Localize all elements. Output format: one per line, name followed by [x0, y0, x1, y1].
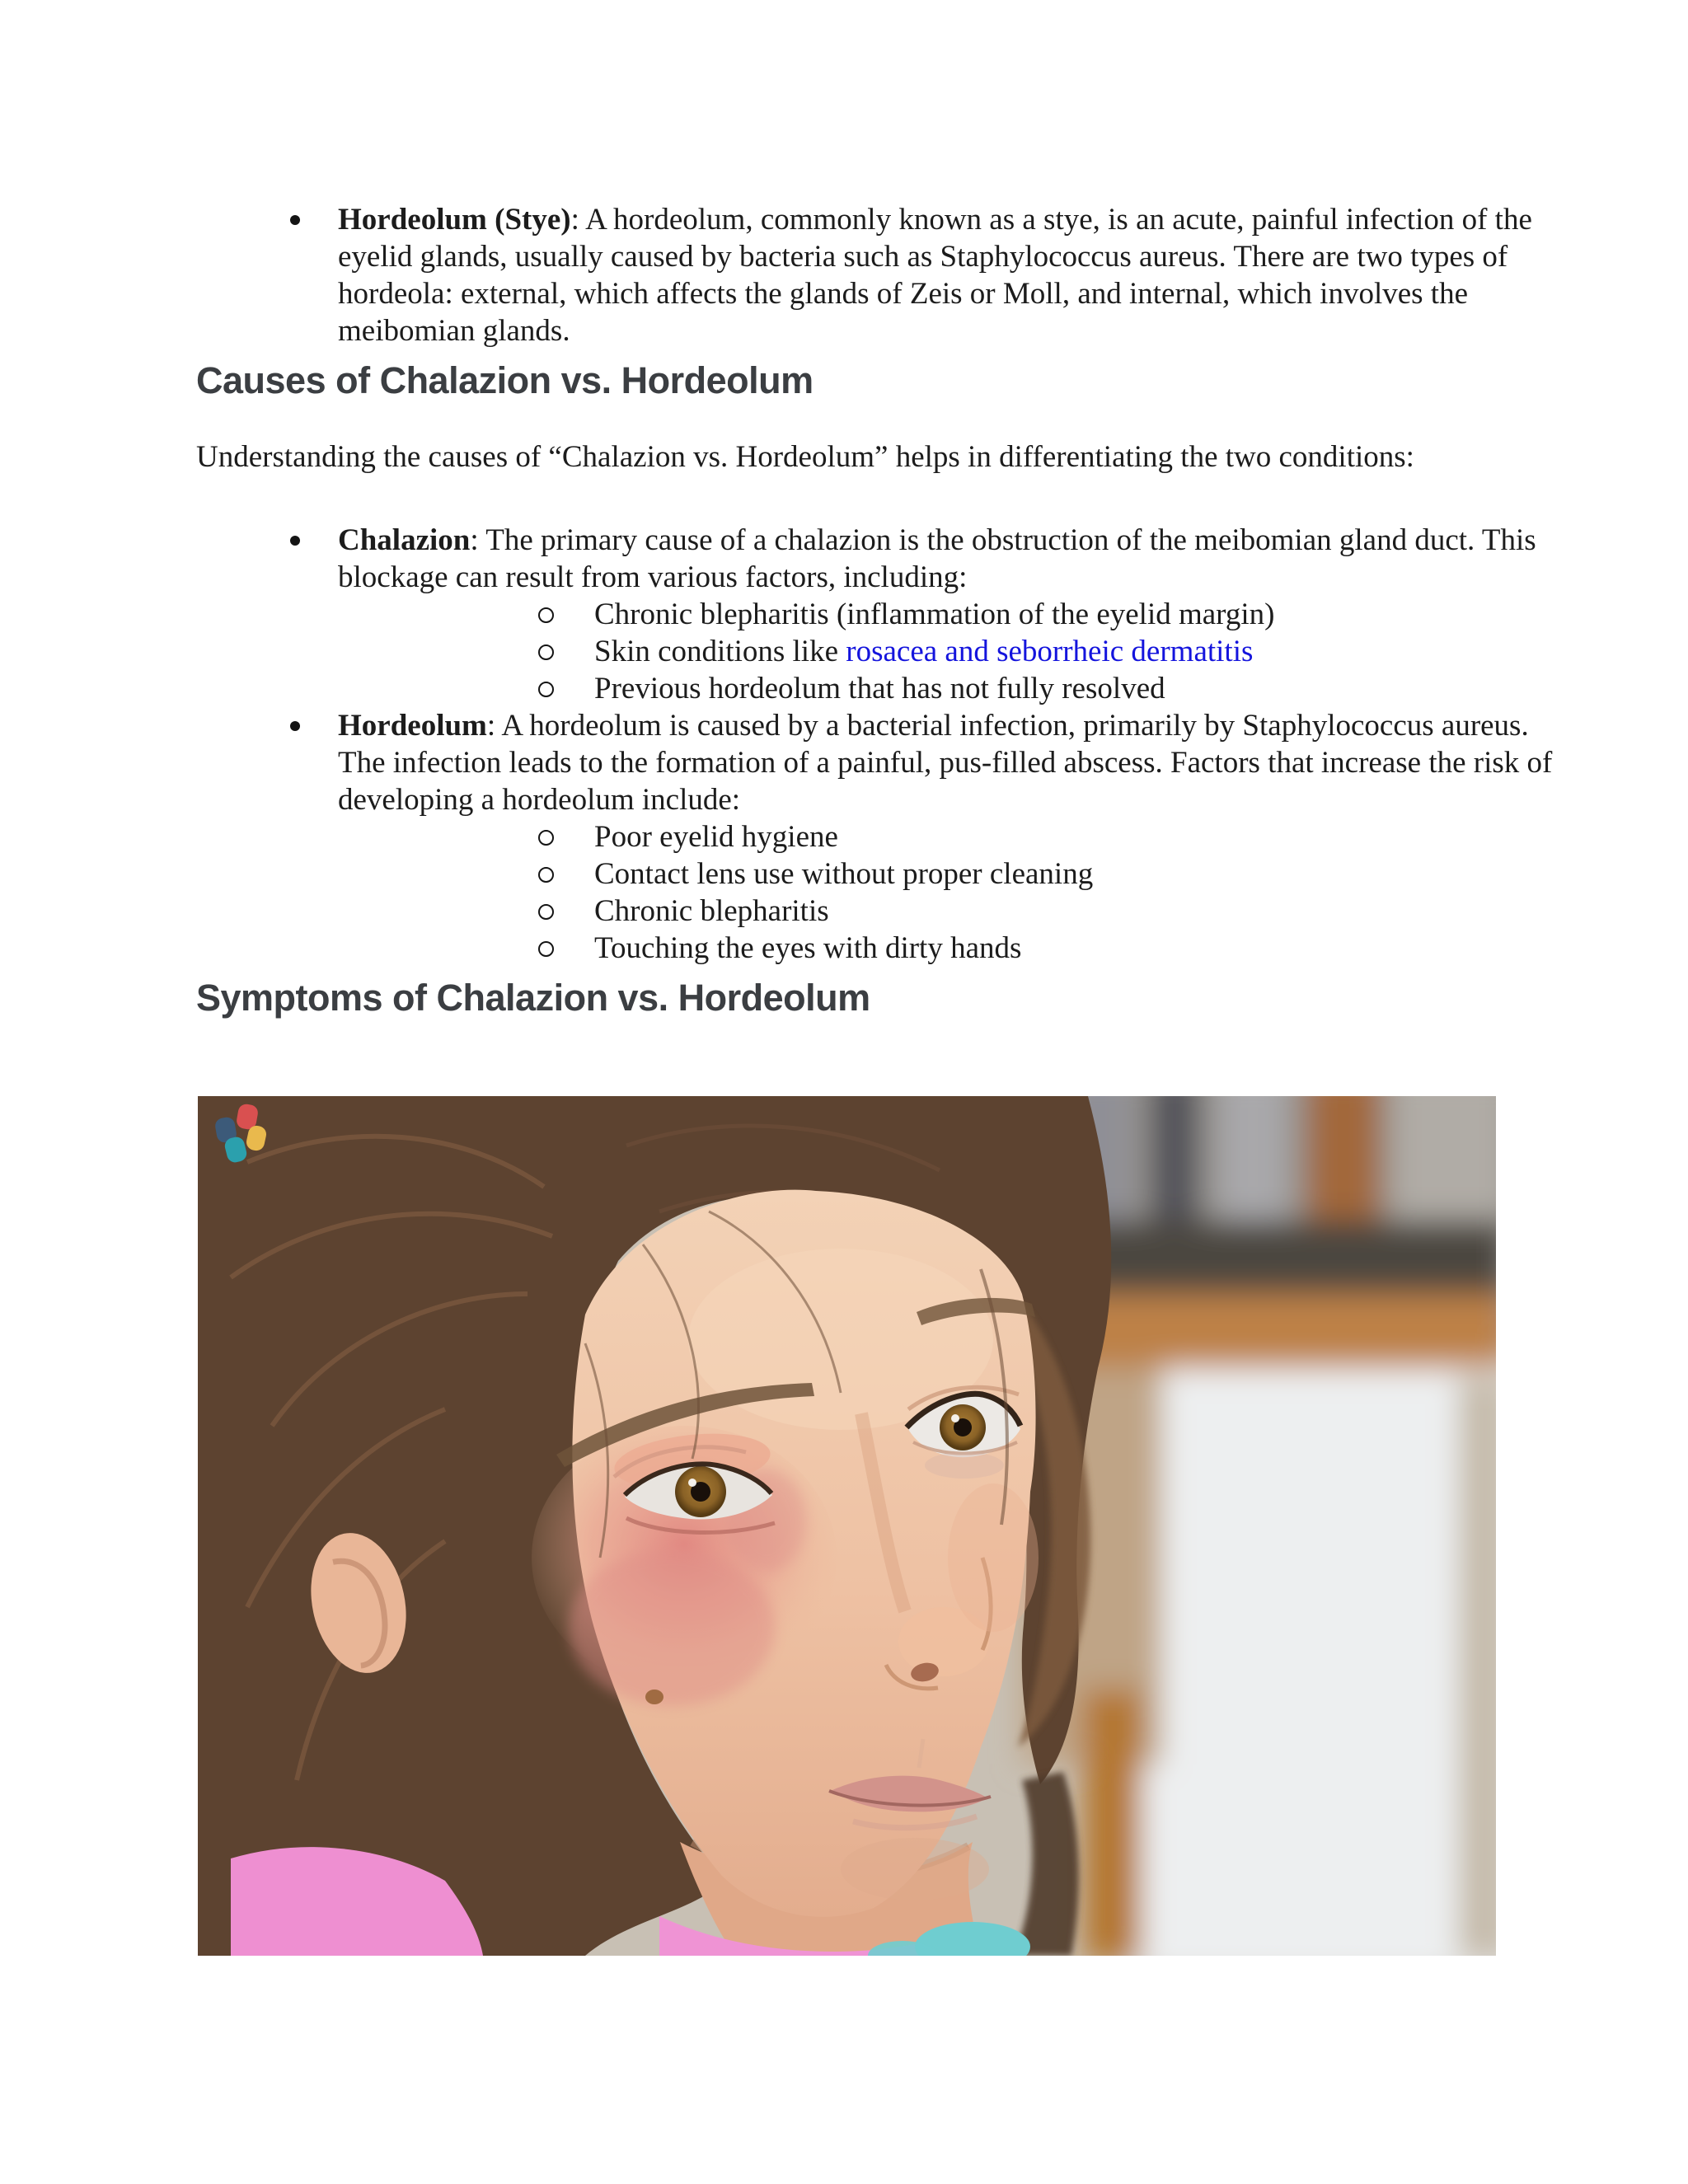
hordeolum-sub-list	[338, 818, 1574, 967]
sub-item-text: Contact lens use without proper cleaning	[594, 857, 1094, 891]
sub-item-text: Skin conditions like	[594, 635, 846, 668]
sub-item	[338, 930, 1574, 967]
symptoms-heading: Symptoms of Chalazion vs. Hordeolum	[196, 977, 870, 1019]
list-item-chalazion	[196, 522, 1574, 707]
causes-bullet-list	[196, 522, 1574, 967]
term-hordeolum: Hordeolum	[338, 709, 487, 743]
cheek-mole	[645, 1690, 663, 1704]
list-item-text: : The primary cause of a chalazion is the obstruction of the meibomian gland duct. This blockage can result from various factors, including:	[338, 523, 1536, 594]
list-item-text: : A hordeolum is caused by a bacterial infection, primarily by Staphylococcus aureus. The infection leads to the formation of a painful, pus-filled abscess. Factors that increase the risk of developing a hordeolum include:	[338, 709, 1553, 817]
list-item-hordeolum-stye	[196, 201, 1574, 349]
sub-item-text: Chronic blepharitis	[594, 894, 829, 928]
chalazion-sub-list	[338, 596, 1574, 707]
sub-item-text: Poor eyelid hygiene	[594, 820, 838, 854]
sub-item-text: Touching the eyes with dirty hands	[594, 931, 1022, 965]
causes-heading: Causes of Chalazion vs. Hordeolum	[196, 359, 814, 401]
sub-item	[338, 633, 1574, 670]
sub-item-text: Chronic blepharitis (inflammation of the eyelid margin)	[594, 598, 1275, 631]
symptoms-photo	[198, 1096, 1496, 1956]
sub-item-text: Previous hordeolum that has not fully resolved	[594, 672, 1165, 705]
sub-item	[338, 670, 1574, 707]
intro-bullet-list	[196, 201, 1574, 349]
sub-item	[338, 893, 1574, 930]
list-item-hordeolum	[196, 707, 1574, 967]
term-chalazion: Chalazion	[338, 523, 471, 557]
article-body	[196, 201, 1574, 1019]
sub-item	[338, 855, 1574, 893]
term-hordeolum-stye: Hordeolum (Stye)	[338, 203, 571, 237]
list-item-text: : A hordeolum, commonly known as a stye, is an acute, painful infection of the eyelid glands, usually caused by bacteria such as Staphylococcus aureus. There are two types of hordeola: external, which affects the glands of Zeis or Moll, and internal, which involves the meibomian glands.	[338, 203, 1532, 348]
sub-item	[338, 596, 1574, 633]
causes-intro-paragraph: Understanding the causes of “Chalazion vs. Hordeolum” helps in differentiating the two conditions:	[196, 440, 1414, 474]
sub-item	[338, 818, 1574, 855]
rosacea-seborrheic-dermatitis-link[interactable]: rosacea and seborrheic dermatitis	[846, 635, 1254, 668]
